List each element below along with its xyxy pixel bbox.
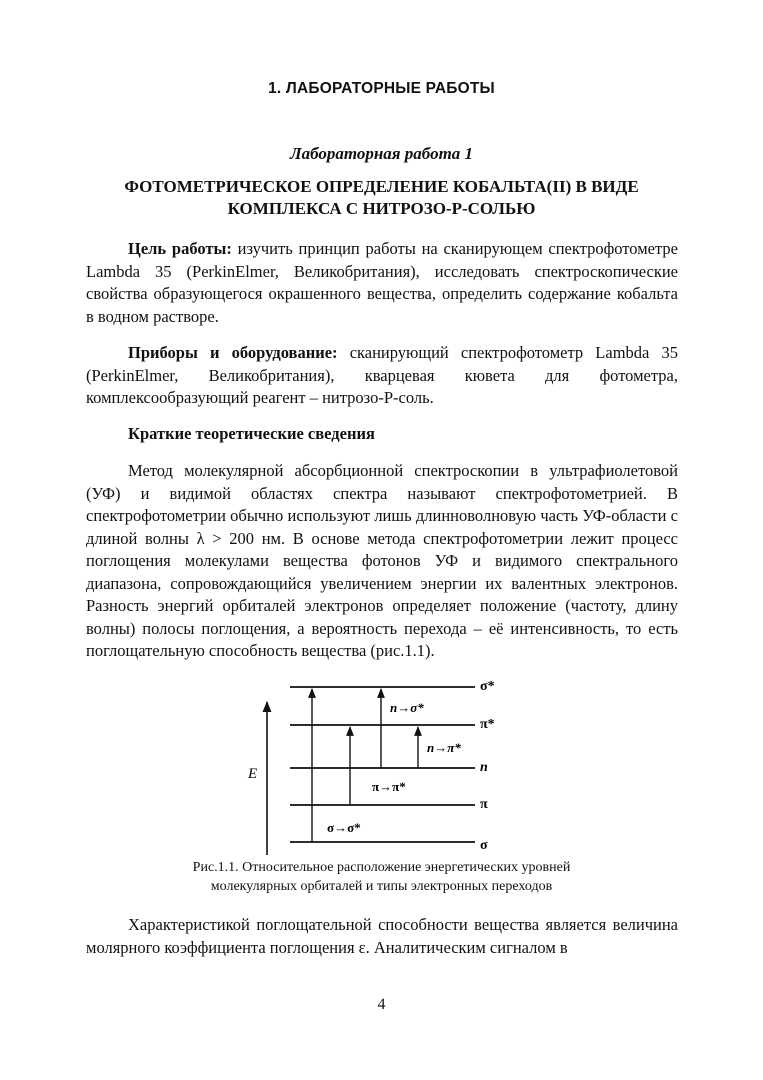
transition-label-pi-pi-star: π→π* [372, 779, 406, 794]
figure-caption [0, 858, 763, 896]
energy-level-diagram [240, 670, 520, 855]
equipment-paragraph [86, 342, 678, 410]
lab-work-label: Лабораторная работа 1 [289, 144, 474, 163]
level-label-pi: π [480, 797, 488, 812]
goal-paragraph [86, 238, 678, 328]
level-label-n: n [480, 760, 488, 775]
goal-label: Цель работы: [128, 239, 232, 258]
transition-label-sigma-sigma-star: σ→σ* [327, 820, 361, 835]
caption-line-1: Рис.1.1. Относительное расположение энергетических уровней [192, 860, 571, 875]
page-number: 4 [377, 996, 386, 1013]
equipment-label: Приборы и оборудование: [128, 343, 338, 362]
level-label-pi-star: π* [480, 717, 495, 732]
lab-work-title [110, 176, 653, 220]
closing-paragraph: Характеристикой поглощательной способности вещества является величина молярного коэффициента поглощения ε. Аналитическим сигналом в [86, 915, 678, 957]
energy-axis-label: E [248, 766, 258, 782]
chapter-title: 1. ЛАБОРАТОРНЫЕ РАБОТЫ [268, 80, 495, 97]
lab-title-line-2: КОМПЛЕКСА С НИТРОЗО-Р-СОЛЬЮ [227, 199, 536, 218]
level-label-sigma: σ [480, 838, 488, 853]
theory-heading: Краткие теоретические сведения [128, 424, 375, 443]
energy-level-svg [240, 670, 520, 855]
transition-label-n-pi-star: n→π* [427, 740, 461, 755]
level-label-sigma-star: σ* [480, 679, 495, 694]
caption-line-2: молекулярных орбиталей и типы электронных переходов [210, 879, 553, 894]
equipment-text: сканирующий спектрофотометр Lambda 35 (PerkinElmer, Великобритания), кварцевая кювета для фотометра, комплексообразующий реагент – нитрозо-Р-соль. [86, 343, 678, 407]
transition-label-n-sigma-star: n→σ* [390, 700, 424, 715]
lab-title-line-1: ФОТОМЕТРИЧЕСКОЕ ОПРЕДЕЛЕНИЕ КОБАЛЬТА(II) В ВИДЕ [124, 177, 639, 196]
theory-paragraph: Метод молекулярной абсорбционной спектроскопии в ультрафиолетовой (УФ) и видимой областях спектра называют спектрофотометрией. В спектрофотометрии обычно используют лишь длинноволновую часть УФ-области с длиной волны λ > 200 нм. В основе метода спектрофотометрии лежит процесс поглощения молекулами вещества фотонов УФ и видимого спектрального диапазона, сопровождающийся увеличением энергии их валентных электронов. Разность энергий орбиталей электронов определяет положение (частоту, длину волны) полосы поглощения, а вероятность перехода – её интенсивность, то есть поглощательную способность вещества (рис.1.1). [86, 461, 678, 660]
goal-text: изучить принцип работы на сканирующем спектрофотометре Lambda 35 (PerkinElmer, Великобритания), исследовать спектроскопические свойства образующегося окрашенного вещества, определить содержание кобальта в водном растворе. [86, 239, 678, 326]
